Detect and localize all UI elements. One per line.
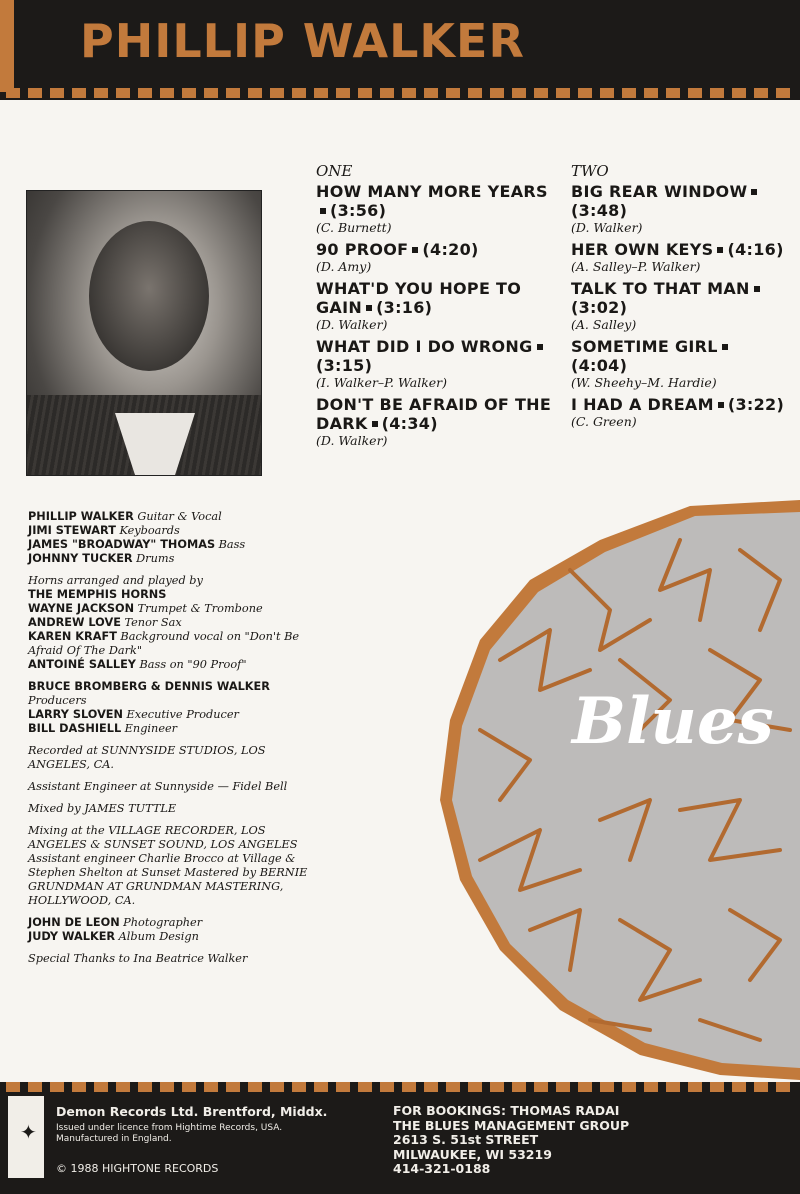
dash-segment	[72, 1082, 86, 1092]
credit-name: JIMI STEWART	[28, 524, 116, 537]
side-two-label: TWO	[571, 162, 609, 180]
demon-logo-icon: ✦	[20, 1120, 37, 1144]
artist-photo	[26, 190, 262, 476]
photo-face	[89, 221, 209, 371]
track-title	[316, 337, 556, 375]
bookings-line: MILWAUKEE, WI 53219	[393, 1146, 552, 1162]
credit-role: Drums	[136, 552, 175, 565]
dash-segment	[72, 88, 86, 98]
bookings-line: THE BLUES MANAGEMENT GROUP	[393, 1117, 630, 1133]
label-name: Demon Records Ltd. Brentford, Middx.	[56, 1104, 328, 1119]
credit-name: WAYNE JACKSON	[28, 602, 135, 615]
dash-segment	[292, 1082, 306, 1092]
dash-segment	[776, 88, 790, 98]
track-time: (4:34)	[381, 414, 438, 433]
dash-segment	[490, 1082, 504, 1092]
dash-segment	[6, 1082, 20, 1092]
design-name: JUDY WALKER	[28, 930, 116, 943]
dash-segment	[644, 1082, 658, 1092]
track-name: WHAT'D YOU HOPE TO GAIN	[316, 279, 522, 317]
dash-segment	[490, 88, 504, 98]
track-name: WHAT DID I DO WRONG	[316, 337, 533, 356]
dash-segment	[248, 88, 262, 98]
track-item	[316, 337, 556, 391]
track-item	[316, 240, 556, 275]
bullet-icon	[717, 247, 723, 253]
engineer-role: Engineer	[124, 722, 178, 735]
track-credit: (I. Walker–P. Walker)	[316, 375, 448, 390]
track-title	[571, 279, 786, 317]
bullet-icon	[372, 421, 378, 427]
track-item	[571, 279, 786, 333]
dash-segment	[336, 88, 350, 98]
header-tab	[0, 0, 14, 92]
track-time: (3:56)	[330, 201, 387, 220]
assistant-note: Assistant Engineer at Sunnyside — Fidel Bell	[28, 780, 288, 793]
credit-line	[28, 510, 318, 524]
dash-segment	[270, 88, 284, 98]
credit-role: Trumpet & Trombone	[137, 602, 263, 615]
bullet-icon	[722, 344, 728, 350]
credit-line	[28, 616, 318, 630]
dash-segment	[688, 88, 702, 98]
credit-role: Bass on "90 Proof"	[139, 658, 247, 671]
dash-segment	[160, 88, 174, 98]
dash-segment	[358, 88, 372, 98]
dash-segment	[446, 1082, 460, 1092]
horns-intro: Horns arranged and played by	[28, 574, 203, 587]
track-name: HER OWN KEYS	[571, 240, 714, 259]
dash-segment	[578, 1082, 592, 1092]
dash-segment	[138, 1082, 152, 1092]
bullet-icon	[537, 344, 543, 350]
dash-segment	[248, 1082, 262, 1092]
header-band	[0, 0, 800, 100]
dash-segment	[688, 1082, 702, 1092]
credit-line	[28, 552, 318, 566]
tracklist-side-one	[316, 162, 556, 453]
mixing-note: Mixing at the VILLAGE RECORDER, LOS ANGELES & SUNSET SOUND, LOS ANGELES Assistant engineer Charlie Brocco at Village & Stephen Shelton at Sunset Mastered by BERNIE GRUNDMAN AT GRUNDMAN MASTERING, HOLLYWOOD, CA.	[28, 824, 308, 907]
dash-segment	[534, 1082, 548, 1092]
producers-name: BRUCE BROMBERG & DENNIS WALKER	[28, 680, 270, 693]
dash-segment	[182, 1082, 196, 1092]
dash-segment	[94, 88, 108, 98]
dashed-border-top	[0, 88, 800, 98]
blues-badge-graphic	[440, 500, 800, 1080]
artist-title: PHILLIP WALKER	[80, 14, 525, 68]
dash-segment	[94, 1082, 108, 1092]
track-title	[571, 395, 786, 414]
dash-segment	[182, 88, 196, 98]
track-item	[316, 395, 556, 449]
dash-segment	[644, 88, 658, 98]
bookings-contact	[393, 1104, 629, 1177]
dash-segment	[622, 1082, 636, 1092]
dash-segment	[402, 88, 416, 98]
track-item	[571, 395, 786, 430]
track-time: (4:20)	[422, 240, 479, 259]
dashed-border-bottom	[0, 1082, 800, 1092]
badge-disc	[452, 512, 800, 1068]
dash-segment	[446, 88, 460, 98]
credit-name: KAREN KRAFT	[28, 630, 117, 643]
horns-group: THE MEMPHIS HORNS	[28, 588, 167, 601]
dash-segment	[710, 88, 724, 98]
track-name: HOW MANY MORE YEARS	[316, 182, 548, 201]
credit-role: Guitar & Vocal	[137, 510, 222, 523]
track-item	[316, 182, 556, 236]
dash-segment	[28, 1082, 42, 1092]
dash-segment	[204, 88, 218, 98]
engineer-name: BILL DASHIELL	[28, 722, 122, 735]
photographer-role: Photographer	[123, 916, 203, 929]
track-title	[316, 182, 556, 220]
track-name: DON'T BE AFRAID OF THE DARK	[316, 395, 552, 433]
issued-note: Issued under licence from Hightime Records, USA. Manufactured in England.	[56, 1123, 283, 1144]
dash-segment	[732, 1082, 746, 1092]
dash-segment	[600, 88, 614, 98]
credit-role: Background vocal on "Don't Be Afraid Of The Dark"	[28, 630, 300, 657]
dash-segment	[424, 88, 438, 98]
track-credit: (W. Sheehy–M. Hardie)	[571, 375, 717, 390]
dash-segment	[754, 88, 768, 98]
track-credit: (C. Burnett)	[316, 220, 392, 235]
dash-segment	[468, 88, 482, 98]
dash-segment	[270, 1082, 284, 1092]
dash-segment	[666, 1082, 680, 1092]
track-item	[316, 279, 556, 333]
dash-segment	[28, 88, 42, 98]
footer-band	[0, 1082, 800, 1194]
dash-segment	[116, 88, 130, 98]
dash-segment	[534, 88, 548, 98]
dash-segment	[512, 88, 526, 98]
credit-role: Bass	[218, 538, 246, 551]
dash-segment	[468, 1082, 482, 1092]
side-one-label: ONE	[316, 162, 353, 180]
track-credit: (A. Salley–P. Walker)	[571, 259, 701, 274]
dash-segment	[556, 88, 570, 98]
credit-name: ANDREW LOVE	[28, 616, 121, 629]
dash-segment	[402, 1082, 416, 1092]
track-credit: (D. Walker)	[316, 317, 388, 332]
photographer-name: JOHN DE LEON	[28, 916, 120, 929]
track-time: (4:16)	[727, 240, 784, 259]
track-credit: (D. Amy)	[316, 259, 372, 274]
track-title	[571, 337, 786, 375]
bookings-line: FOR BOOKINGS: THOMAS RADAI	[393, 1103, 620, 1118]
track-title	[571, 240, 786, 259]
bullet-icon	[754, 286, 760, 292]
track-credit: (A. Salley)	[571, 317, 637, 332]
bullet-icon	[366, 305, 372, 311]
track-time: (3:16)	[376, 298, 433, 317]
dash-segment	[138, 88, 152, 98]
design-role: Album Design	[118, 930, 199, 943]
credit-line	[28, 630, 318, 658]
bullet-icon	[320, 208, 326, 214]
dash-segment	[710, 1082, 724, 1092]
credit-line	[28, 538, 318, 552]
credit-role: Tenor Sax	[124, 616, 182, 629]
credit-line	[28, 524, 318, 538]
track-title	[316, 395, 556, 433]
dash-segment	[50, 1082, 64, 1092]
dash-segment	[578, 88, 592, 98]
bullet-icon	[412, 247, 418, 253]
dash-segment	[380, 88, 394, 98]
exec-producer-name: LARRY SLOVEN	[28, 708, 123, 721]
track-time: (3:15)	[316, 356, 373, 375]
bullet-icon	[718, 402, 724, 408]
track-item	[571, 240, 786, 275]
credit-role: Keyboards	[119, 524, 180, 537]
credit-name: JAMES "BROADWAY" THOMAS	[28, 538, 216, 551]
bullet-icon	[751, 189, 757, 195]
track-name: SOMETIME GIRL	[571, 337, 718, 356]
dash-segment	[600, 1082, 614, 1092]
producers-role: Producers	[28, 694, 87, 707]
dash-segment	[512, 1082, 526, 1092]
dash-segment	[292, 88, 306, 98]
track-title	[571, 182, 786, 220]
dash-segment	[226, 1082, 240, 1092]
dash-segment	[556, 1082, 570, 1092]
dash-segment	[226, 88, 240, 98]
track-title	[316, 240, 556, 259]
track-name: 90 PROOF	[316, 240, 409, 259]
recorded-note: Recorded at SUNNYSIDE STUDIOS, LOS ANGELES, CA.	[28, 744, 266, 771]
credit-name: ANTOINÉ SALLEY	[28, 658, 136, 671]
dash-segment	[380, 1082, 394, 1092]
track-item	[571, 182, 786, 236]
credit-name: JOHNNY TUCKER	[28, 552, 133, 565]
dash-segment	[666, 88, 680, 98]
credits-block	[28, 510, 318, 966]
dash-segment	[336, 1082, 350, 1092]
credit-line	[28, 658, 318, 672]
credit-line	[28, 602, 318, 616]
track-name: I HAD A DREAM	[571, 395, 714, 414]
badge-label: Blues	[572, 684, 774, 759]
dash-segment	[358, 1082, 372, 1092]
track-credit: (D. Walker)	[571, 220, 643, 235]
dash-segment	[50, 88, 64, 98]
dash-segment	[314, 1082, 328, 1092]
thanks-note: Special Thanks to Ina Beatrice Walker	[28, 952, 248, 965]
track-credit: (D. Walker)	[316, 433, 388, 448]
track-name: BIG REAR WINDOW	[571, 182, 748, 201]
track-credit: (C. Green)	[571, 414, 637, 429]
track-title	[316, 279, 556, 317]
bookings-line: 2613 S. 51st STREET	[393, 1132, 539, 1147]
dash-segment	[424, 1082, 438, 1092]
track-name: TALK TO THAT MAN	[571, 279, 750, 298]
dash-segment	[314, 88, 328, 98]
copyright: © 1988 HIGHTONE RECORDS	[56, 1162, 219, 1175]
tracklist-side-two	[571, 162, 786, 434]
dash-segment	[160, 1082, 174, 1092]
dash-segment	[754, 1082, 768, 1092]
dash-segment	[732, 88, 746, 98]
dash-segment	[776, 1082, 790, 1092]
exec-producer-role: Executive Producer	[126, 708, 239, 721]
bookings-line: 414-321-0188	[393, 1161, 491, 1176]
dash-segment	[6, 88, 20, 98]
track-item	[571, 337, 786, 391]
track-time: (3:02)	[571, 298, 628, 317]
dash-segment	[116, 1082, 130, 1092]
mixed-note: Mixed by JAMES TUTTLE	[28, 802, 177, 815]
track-time: (3:48)	[571, 201, 628, 220]
track-time: (4:04)	[571, 356, 628, 375]
demon-logo	[8, 1096, 44, 1178]
credit-name: PHILLIP WALKER	[28, 510, 134, 523]
dash-segment	[622, 88, 636, 98]
track-time: (3:22)	[727, 395, 785, 414]
dash-segment	[204, 1082, 218, 1092]
